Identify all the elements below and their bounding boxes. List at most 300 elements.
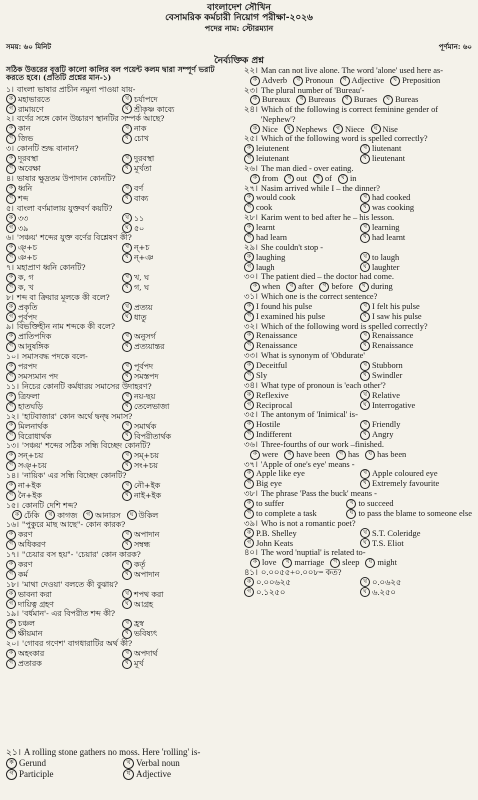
option-bubble-icon[interactable]: খ — [123, 758, 134, 769]
answer-option[interactable] — [6, 104, 118, 114]
answer-option[interactable] — [244, 371, 356, 381]
answer-option[interactable] — [6, 769, 119, 780]
option-bubble-icon[interactable]: ক — [6, 481, 16, 491]
option-bubble-icon[interactable]: ক — [6, 184, 16, 194]
option-bubble-icon[interactable]: ক — [6, 451, 16, 461]
option-bubble-icon[interactable]: খ — [360, 223, 370, 233]
option-bubble-icon[interactable]: গ — [6, 164, 16, 174]
option-bubble-icon[interactable]: ক — [250, 124, 260, 134]
answer-option[interactable] — [346, 509, 472, 519]
option-bubble-icon[interactable]: খ — [360, 252, 370, 262]
answer-option[interactable] — [371, 124, 398, 134]
answer-option[interactable] — [286, 282, 313, 292]
answer-option[interactable] — [122, 124, 234, 134]
option-bubble-icon[interactable]: ক — [6, 273, 16, 283]
answer-option[interactable] — [122, 194, 234, 204]
answer-option[interactable] — [342, 95, 377, 105]
answer-option[interactable] — [284, 450, 330, 460]
option-bubble-icon[interactable]: ক — [12, 510, 22, 520]
answer-option[interactable] — [122, 372, 234, 382]
answer-option[interactable] — [360, 312, 472, 322]
answer-option[interactable] — [6, 184, 118, 194]
answer-option[interactable] — [6, 134, 118, 144]
answer-option[interactable] — [244, 203, 356, 213]
answer-option[interactable] — [6, 619, 118, 629]
option-bubble-icon[interactable]: গ — [244, 371, 254, 381]
answer-option[interactable] — [6, 213, 118, 223]
option-bubble-icon[interactable]: গ — [6, 283, 16, 293]
answer-option[interactable] — [6, 659, 118, 669]
option-bubble-icon[interactable]: ক — [250, 450, 260, 460]
option-bubble-icon[interactable]: ঘ — [122, 104, 132, 114]
option-bubble-icon[interactable]: খ — [122, 589, 132, 599]
answer-option[interactable] — [244, 223, 356, 233]
answer-option[interactable] — [6, 372, 118, 382]
option-bubble-icon[interactable]: খ — [286, 282, 296, 292]
option-bubble-icon[interactable]: খ — [360, 302, 370, 312]
option-bubble-icon[interactable]: ঘ — [360, 312, 370, 322]
answer-option[interactable] — [338, 174, 357, 184]
answer-option[interactable] — [122, 530, 234, 540]
answer-option[interactable] — [336, 450, 359, 460]
option-bubble-icon[interactable]: ক — [244, 302, 254, 312]
option-bubble-icon[interactable]: খ — [122, 273, 132, 283]
option-bubble-icon[interactable]: গ — [6, 194, 16, 204]
option-bubble-icon[interactable]: গ — [6, 312, 16, 322]
option-bubble-icon[interactable]: ক — [244, 252, 254, 262]
answer-option[interactable] — [6, 392, 118, 402]
option-bubble-icon[interactable]: ক — [6, 421, 16, 431]
answer-option[interactable] — [244, 341, 356, 351]
answer-option[interactable] — [122, 164, 234, 174]
option-bubble-icon[interactable]: গ — [244, 479, 254, 489]
option-bubble-icon[interactable]: খ — [122, 362, 132, 372]
answer-option[interactable] — [6, 164, 118, 174]
answer-option[interactable] — [6, 273, 118, 283]
option-bubble-icon[interactable]: ঘ — [365, 450, 375, 460]
option-bubble-icon[interactable]: ক — [244, 499, 254, 509]
option-bubble-icon[interactable]: ক — [244, 144, 254, 154]
answer-option[interactable] — [122, 599, 234, 609]
answer-option[interactable] — [6, 312, 118, 322]
answer-option[interactable] — [360, 223, 472, 233]
option-bubble-icon[interactable]: ঘ — [360, 154, 370, 164]
option-bubble-icon[interactable]: ঘ — [360, 587, 370, 597]
answer-option[interactable] — [122, 342, 234, 352]
option-bubble-icon[interactable]: ঘ — [360, 203, 370, 213]
answer-option[interactable] — [6, 481, 118, 491]
answer-option[interactable] — [244, 499, 342, 509]
answer-option[interactable] — [122, 421, 234, 431]
option-bubble-icon[interactable]: ঘ — [371, 124, 381, 134]
answer-option[interactable] — [244, 361, 356, 371]
answer-option[interactable] — [122, 302, 234, 312]
answer-option[interactable] — [330, 558, 359, 568]
answer-option[interactable] — [365, 558, 397, 568]
option-bubble-icon[interactable]: ঘ — [122, 312, 132, 322]
option-bubble-icon[interactable]: খ — [122, 392, 132, 402]
answer-option[interactable] — [360, 262, 472, 272]
option-bubble-icon[interactable]: খ — [360, 420, 370, 430]
option-bubble-icon[interactable]: গ — [244, 538, 254, 548]
option-bubble-icon[interactable]: গ — [244, 154, 254, 164]
option-bubble-icon[interactable]: গ — [244, 203, 254, 213]
answer-option[interactable] — [244, 233, 356, 243]
answer-option[interactable] — [333, 124, 365, 134]
option-bubble-icon[interactable]: ঘ — [122, 253, 132, 263]
answer-option[interactable] — [83, 510, 120, 520]
option-bubble-icon[interactable]: ক — [6, 530, 16, 540]
answer-option[interactable] — [360, 302, 472, 312]
option-bubble-icon[interactable]: ঘ — [122, 491, 132, 501]
option-bubble-icon[interactable]: ক — [250, 174, 260, 184]
option-bubble-icon[interactable]: ঘ — [360, 371, 370, 381]
answer-option[interactable] — [6, 431, 118, 441]
option-bubble-icon[interactable]: গ — [244, 509, 254, 519]
option-bubble-icon[interactable]: গ — [244, 587, 254, 597]
option-bubble-icon[interactable]: গ — [342, 95, 352, 105]
option-bubble-icon[interactable]: খ — [282, 558, 292, 568]
answer-option[interactable] — [122, 402, 234, 412]
answer-option[interactable] — [6, 253, 118, 263]
option-bubble-icon[interactable]: ঘ — [360, 479, 370, 489]
answer-option[interactable] — [360, 233, 472, 243]
answer-option[interactable] — [6, 342, 118, 352]
option-bubble-icon[interactable]: খ — [45, 510, 55, 520]
option-bubble-icon[interactable]: ঘ — [338, 174, 348, 184]
answer-option[interactable] — [360, 469, 472, 479]
option-bubble-icon[interactable]: ক — [6, 124, 16, 134]
answer-option[interactable] — [6, 589, 118, 599]
option-bubble-icon[interactable]: ক — [6, 332, 16, 342]
option-bubble-icon[interactable]: গ — [313, 174, 323, 184]
option-bubble-icon[interactable]: খ — [122, 451, 132, 461]
option-bubble-icon[interactable]: ঘ — [360, 262, 370, 272]
answer-option[interactable] — [122, 273, 234, 283]
option-bubble-icon[interactable]: ঘ — [360, 538, 370, 548]
answer-option[interactable] — [359, 282, 393, 292]
option-bubble-icon[interactable]: ক — [6, 154, 16, 164]
answer-option[interactable] — [122, 134, 234, 144]
answer-option[interactable] — [296, 95, 335, 105]
answer-option[interactable] — [122, 481, 234, 491]
answer-option[interactable] — [122, 619, 234, 629]
answer-option[interactable] — [244, 430, 356, 440]
option-bubble-icon[interactable]: ঘ — [383, 95, 393, 105]
option-bubble-icon[interactable]: খ — [360, 331, 370, 341]
option-bubble-icon[interactable]: ক — [244, 361, 254, 371]
answer-option[interactable] — [360, 390, 472, 400]
answer-option[interactable] — [127, 510, 159, 520]
answer-option[interactable] — [122, 184, 234, 194]
answer-option[interactable] — [250, 174, 278, 184]
option-bubble-icon[interactable]: ঘ — [122, 402, 132, 412]
answer-option[interactable] — [6, 283, 118, 293]
option-bubble-icon[interactable]: ঘ — [123, 769, 134, 780]
option-bubble-icon[interactable]: খ — [122, 332, 132, 342]
answer-option[interactable] — [6, 332, 118, 342]
option-bubble-icon[interactable]: ঘ — [122, 570, 132, 580]
option-bubble-icon[interactable]: গ — [6, 659, 16, 669]
answer-option[interactable] — [6, 649, 118, 659]
option-bubble-icon[interactable]: ক — [244, 193, 254, 203]
option-bubble-icon[interactable]: খ — [360, 528, 370, 538]
answer-option[interactable] — [45, 510, 77, 520]
option-bubble-icon[interactable]: ক — [250, 282, 260, 292]
answer-option[interactable] — [6, 94, 118, 104]
option-bubble-icon[interactable]: খ — [122, 560, 132, 570]
option-bubble-icon[interactable]: গ — [6, 223, 16, 233]
option-bubble-icon[interactable]: ক — [6, 560, 16, 570]
answer-option[interactable] — [122, 540, 234, 550]
answer-option[interactable] — [122, 223, 234, 233]
answer-option[interactable] — [244, 420, 356, 430]
option-bubble-icon[interactable]: গ — [6, 253, 16, 263]
option-bubble-icon[interactable]: ঘ — [359, 282, 369, 292]
answer-option[interactable] — [6, 154, 118, 164]
answer-option[interactable] — [360, 252, 472, 262]
option-bubble-icon[interactable]: ঘ — [122, 431, 132, 441]
option-bubble-icon[interactable]: গ — [6, 104, 16, 114]
answer-option[interactable] — [122, 312, 234, 322]
option-bubble-icon[interactable]: খ — [122, 213, 132, 223]
answer-option[interactable] — [123, 758, 236, 769]
option-bubble-icon[interactable]: খ — [360, 144, 370, 154]
answer-option[interactable] — [250, 124, 278, 134]
option-bubble-icon[interactable]: ঘ — [127, 510, 137, 520]
answer-option[interactable] — [122, 283, 234, 293]
answer-option[interactable] — [123, 769, 236, 780]
option-bubble-icon[interactable]: গ — [319, 282, 329, 292]
answer-option[interactable] — [284, 174, 307, 184]
answer-option[interactable] — [6, 461, 118, 471]
answer-option[interactable] — [250, 95, 290, 105]
answer-option[interactable] — [360, 528, 472, 538]
answer-option[interactable] — [346, 499, 472, 509]
answer-option[interactable] — [244, 390, 356, 400]
option-bubble-icon[interactable]: খ — [284, 124, 294, 134]
option-bubble-icon[interactable]: ক — [244, 469, 254, 479]
answer-option[interactable] — [360, 538, 472, 548]
option-bubble-icon[interactable]: ঘ — [122, 659, 132, 669]
answer-option[interactable] — [244, 144, 356, 154]
option-bubble-icon[interactable]: খ — [346, 499, 356, 509]
answer-option[interactable] — [6, 194, 118, 204]
answer-option[interactable] — [313, 174, 332, 184]
answer-option[interactable] — [122, 461, 234, 471]
answer-option[interactable] — [6, 758, 119, 769]
option-bubble-icon[interactable]: গ — [6, 769, 17, 780]
option-bubble-icon[interactable]: খ — [122, 124, 132, 134]
answer-option[interactable] — [122, 154, 234, 164]
answer-option[interactable] — [360, 203, 472, 213]
option-bubble-icon[interactable]: খ — [284, 450, 294, 460]
option-bubble-icon[interactable]: গ — [6, 540, 16, 550]
option-bubble-icon[interactable]: ক — [244, 420, 254, 430]
option-bubble-icon[interactable]: গ — [244, 400, 254, 410]
answer-option[interactable] — [360, 371, 472, 381]
option-bubble-icon[interactable]: খ — [122, 619, 132, 629]
option-bubble-icon[interactable]: ঘ — [360, 400, 370, 410]
answer-option[interactable] — [122, 253, 234, 263]
answer-option[interactable] — [383, 95, 418, 105]
option-bubble-icon[interactable]: গ — [6, 461, 16, 471]
option-bubble-icon[interactable]: গ — [6, 491, 16, 501]
option-bubble-icon[interactable]: খ — [122, 184, 132, 194]
option-bubble-icon[interactable]: ঘ — [365, 558, 375, 568]
option-bubble-icon[interactable]: ঘ — [122, 134, 132, 144]
answer-option[interactable] — [390, 76, 440, 86]
answer-option[interactable] — [360, 193, 472, 203]
answer-option[interactable] — [6, 402, 118, 412]
answer-option[interactable] — [250, 558, 276, 568]
option-bubble-icon[interactable]: গ — [6, 402, 16, 412]
option-bubble-icon[interactable]: ঘ — [390, 76, 400, 86]
answer-option[interactable] — [122, 392, 234, 402]
answer-option[interactable] — [360, 144, 472, 154]
answer-option[interactable] — [122, 104, 234, 114]
answer-option[interactable] — [319, 282, 352, 292]
option-bubble-icon[interactable]: গ — [244, 233, 254, 243]
answer-option[interactable] — [360, 420, 472, 430]
answer-option[interactable] — [122, 94, 234, 104]
option-bubble-icon[interactable]: ক — [6, 302, 16, 312]
answer-option[interactable] — [244, 469, 356, 479]
answer-option[interactable] — [244, 538, 356, 548]
answer-option[interactable] — [6, 243, 118, 253]
option-bubble-icon[interactable]: গ — [6, 599, 16, 609]
answer-option[interactable] — [244, 262, 356, 272]
option-bubble-icon[interactable]: গ — [6, 134, 16, 144]
answer-option[interactable] — [244, 193, 356, 203]
answer-option[interactable] — [250, 450, 278, 460]
option-bubble-icon[interactable]: গ — [330, 558, 340, 568]
option-bubble-icon[interactable]: ক — [244, 390, 254, 400]
answer-option[interactable] — [360, 430, 472, 440]
option-bubble-icon[interactable]: ক — [6, 758, 17, 769]
answer-option[interactable] — [122, 332, 234, 342]
answer-option[interactable] — [244, 154, 356, 164]
option-bubble-icon[interactable]: খ — [122, 154, 132, 164]
option-bubble-icon[interactable]: খ — [122, 530, 132, 540]
option-bubble-icon[interactable]: ঘ — [122, 223, 132, 233]
option-bubble-icon[interactable]: গ — [340, 76, 350, 86]
option-bubble-icon[interactable]: গ — [6, 431, 16, 441]
answer-option[interactable] — [6, 540, 118, 550]
option-bubble-icon[interactable]: ক — [6, 243, 16, 253]
answer-option[interactable] — [244, 479, 356, 489]
answer-option[interactable] — [360, 479, 472, 489]
option-bubble-icon[interactable]: ঘ — [346, 509, 356, 519]
option-bubble-icon[interactable]: গ — [6, 570, 16, 580]
answer-option[interactable] — [293, 76, 333, 86]
answer-option[interactable] — [360, 341, 472, 351]
option-bubble-icon[interactable]: ঘ — [122, 194, 132, 204]
answer-option[interactable] — [122, 491, 234, 501]
answer-option[interactable] — [360, 577, 472, 587]
option-bubble-icon[interactable]: ক — [250, 558, 260, 568]
option-bubble-icon[interactable]: খ — [360, 390, 370, 400]
answer-option[interactable] — [244, 509, 342, 519]
answer-option[interactable] — [122, 560, 234, 570]
option-bubble-icon[interactable]: ঘ — [122, 342, 132, 352]
answer-option[interactable] — [365, 450, 406, 460]
answer-option[interactable] — [122, 213, 234, 223]
answer-option[interactable] — [244, 302, 356, 312]
answer-option[interactable] — [6, 302, 118, 312]
answer-option[interactable] — [250, 282, 280, 292]
option-bubble-icon[interactable]: ক — [6, 94, 16, 104]
option-bubble-icon[interactable]: ক — [6, 589, 16, 599]
answer-option[interactable] — [6, 530, 118, 540]
answer-option[interactable] — [284, 124, 327, 134]
option-bubble-icon[interactable]: ক — [244, 577, 254, 587]
answer-option[interactable] — [360, 587, 472, 597]
answer-option[interactable] — [122, 589, 234, 599]
option-bubble-icon[interactable]: গ — [6, 342, 16, 352]
option-bubble-icon[interactable]: খ — [360, 469, 370, 479]
option-bubble-icon[interactable]: খ — [296, 95, 306, 105]
option-bubble-icon[interactable]: খ — [284, 174, 294, 184]
answer-option[interactable] — [122, 659, 234, 669]
answer-option[interactable] — [360, 400, 472, 410]
option-bubble-icon[interactable]: ক — [6, 619, 16, 629]
option-bubble-icon[interactable]: খ — [122, 649, 132, 659]
answer-option[interactable] — [122, 629, 234, 639]
option-bubble-icon[interactable]: গ — [83, 510, 93, 520]
option-bubble-icon[interactable]: ঘ — [122, 599, 132, 609]
option-bubble-icon[interactable]: গ — [244, 312, 254, 322]
option-bubble-icon[interactable]: গ — [6, 629, 16, 639]
answer-option[interactable] — [244, 528, 356, 538]
answer-option[interactable] — [6, 570, 118, 580]
option-bubble-icon[interactable]: ঘ — [122, 540, 132, 550]
answer-option[interactable] — [6, 629, 118, 639]
option-bubble-icon[interactable]: ঘ — [122, 629, 132, 639]
option-bubble-icon[interactable]: গ — [244, 430, 254, 440]
answer-option[interactable] — [244, 312, 356, 322]
answer-option[interactable] — [6, 560, 118, 570]
answer-option[interactable] — [122, 362, 234, 372]
option-bubble-icon[interactable]: ক — [250, 95, 260, 105]
answer-option[interactable] — [122, 649, 234, 659]
option-bubble-icon[interactable]: ঘ — [360, 233, 370, 243]
answer-option[interactable] — [244, 252, 356, 262]
answer-option[interactable] — [122, 243, 234, 253]
option-bubble-icon[interactable]: খ — [122, 481, 132, 491]
answer-option[interactable] — [6, 362, 118, 372]
option-bubble-icon[interactable]: ক — [6, 649, 16, 659]
option-bubble-icon[interactable]: খ — [360, 361, 370, 371]
answer-option[interactable] — [360, 361, 472, 371]
option-bubble-icon[interactable]: গ — [333, 124, 343, 134]
option-bubble-icon[interactable]: ঘ — [122, 164, 132, 174]
option-bubble-icon[interactable]: ঘ — [122, 283, 132, 293]
answer-option[interactable] — [6, 124, 118, 134]
answer-option[interactable] — [6, 599, 118, 609]
answer-option[interactable] — [6, 223, 118, 233]
option-bubble-icon[interactable]: ক — [6, 213, 16, 223]
option-bubble-icon[interactable]: ক — [244, 223, 254, 233]
option-bubble-icon[interactable]: খ — [122, 243, 132, 253]
option-bubble-icon[interactable]: খ — [293, 76, 303, 86]
option-bubble-icon[interactable]: ক — [244, 331, 254, 341]
answer-option[interactable] — [122, 570, 234, 580]
option-bubble-icon[interactable]: ঘ — [360, 341, 370, 351]
option-bubble-icon[interactable]: ক — [244, 528, 254, 538]
answer-option[interactable] — [340, 76, 385, 86]
option-bubble-icon[interactable]: খ — [122, 94, 132, 104]
